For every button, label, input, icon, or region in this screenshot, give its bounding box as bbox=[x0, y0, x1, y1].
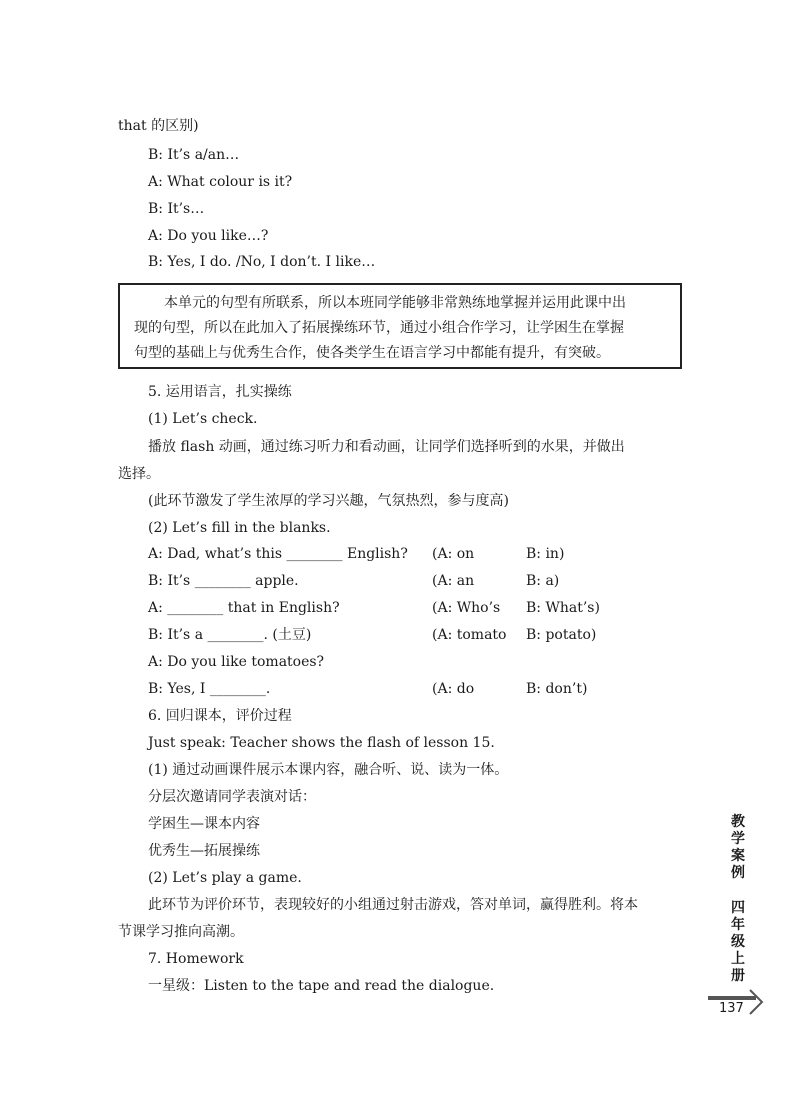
grade-label-char: 级 bbox=[731, 934, 745, 950]
step-line: (1) Let’s check. bbox=[148, 411, 258, 427]
exercise-option-b: B: a) bbox=[526, 573, 560, 589]
book-title-char: 案 bbox=[731, 848, 745, 864]
paragraph-line: 选择。 bbox=[118, 466, 160, 482]
book-title-char: 教 bbox=[731, 814, 745, 830]
page-arrow-icon bbox=[746, 988, 766, 1016]
book-title-vertical bbox=[728, 814, 748, 882]
exercise-option-a: (A: Who’s bbox=[432, 600, 501, 616]
exercise-option-b: B: in) bbox=[526, 546, 565, 562]
exercise-option-b: B: What’s) bbox=[526, 600, 600, 616]
step-line: (2) Let’s fill in the blanks. bbox=[148, 520, 331, 536]
exercise-option-b: B: potato) bbox=[526, 627, 597, 643]
paragraph-line: 分层次邀请同学表演对话： bbox=[148, 789, 316, 805]
grade-label-vertical bbox=[728, 900, 748, 985]
list-item: 优秀生—拓展操练 bbox=[148, 843, 260, 859]
homework-line: 一星级：Listen to the tape and read the dialogue. bbox=[148, 978, 495, 994]
book-title-char: 学 bbox=[731, 831, 745, 847]
grade-label-char: 册 bbox=[731, 968, 745, 984]
step-line: (2) Let’s play a game. bbox=[148, 870, 302, 886]
paragraph-line: 节课学习推向高潮。 bbox=[118, 924, 244, 940]
box-line: 现的句型，所以在此加入了拓展操练环节，通过小组合作学习，让学困生在掌握 bbox=[134, 320, 624, 336]
exercise-option-a: (A: an bbox=[432, 573, 475, 589]
exercise-option-b: B: don’t) bbox=[526, 681, 588, 697]
section-title: 7. Homework bbox=[148, 951, 244, 967]
dialogue-line: B: Yes, I do. /No, I don’t. I like… bbox=[148, 254, 376, 270]
grade-label-char: 上 bbox=[731, 951, 745, 967]
commentary-box bbox=[118, 283, 682, 369]
exercise-question: A: ________ that in English? bbox=[148, 600, 340, 616]
section-title: 6. 回归课本，评价过程 bbox=[148, 708, 292, 724]
exercise-option-a: (A: on bbox=[432, 546, 475, 562]
dialogue-line: B: It’s… bbox=[148, 201, 205, 217]
exercise-question: B: Yes, I ________. bbox=[148, 681, 271, 697]
note-line: (此环节激发了学生浓厚的学习兴趣，气氛热烈，参与度高) bbox=[148, 493, 509, 509]
section-title: 5. 运用语言，扎实操练 bbox=[148, 384, 292, 400]
exercise-question: A: Do you like tomatoes? bbox=[148, 654, 325, 670]
exercise-question: A: Dad, what’s this ________ English? bbox=[148, 546, 408, 562]
paragraph-line: Just speak: Teacher shows the flash of lesson 15. bbox=[148, 735, 495, 751]
exercise-question: B: It’s ________ apple. bbox=[148, 573, 299, 589]
box-line: 本单元的句型有所联系，所以本班同学能够非常熟练地掌握并运用此课中出 bbox=[164, 295, 626, 311]
step-line: (1) 通过动画课件展示本课内容，融合听、说、读为一体。 bbox=[148, 762, 509, 778]
list-item: 学困生—课本内容 bbox=[148, 816, 260, 832]
exercise-option-a: (A: do bbox=[432, 681, 475, 697]
paragraph-line: 此环节为评价环节，表现较好的小组通过射击游戏，答对单词，赢得胜利。将本 bbox=[148, 897, 638, 913]
exercise-question: B: It’s a ________. (土豆) bbox=[148, 627, 312, 643]
paragraph-line: 播放 flash 动画，通过练习听力和看动画，让同学们选择听到的水果，并做出 bbox=[148, 439, 625, 455]
dialogue-line: B: It’s a/an… bbox=[148, 147, 240, 163]
exercise-option-a: (A: tomato bbox=[432, 627, 507, 643]
grade-label-char: 年 bbox=[731, 917, 745, 933]
book-title-char: 例 bbox=[731, 865, 745, 881]
page-number: 137 bbox=[719, 1001, 744, 1016]
box-line: 句型的基础上与优秀生合作，使各类学生在语言学习中都能有提升，有突破。 bbox=[134, 345, 610, 361]
dialogue-line: A: What colour is it? bbox=[148, 174, 293, 190]
dialogue-line: A: Do you like…? bbox=[148, 228, 269, 244]
grade-label-char: 四 bbox=[731, 900, 745, 916]
text-line: that 的区别) bbox=[118, 118, 199, 134]
